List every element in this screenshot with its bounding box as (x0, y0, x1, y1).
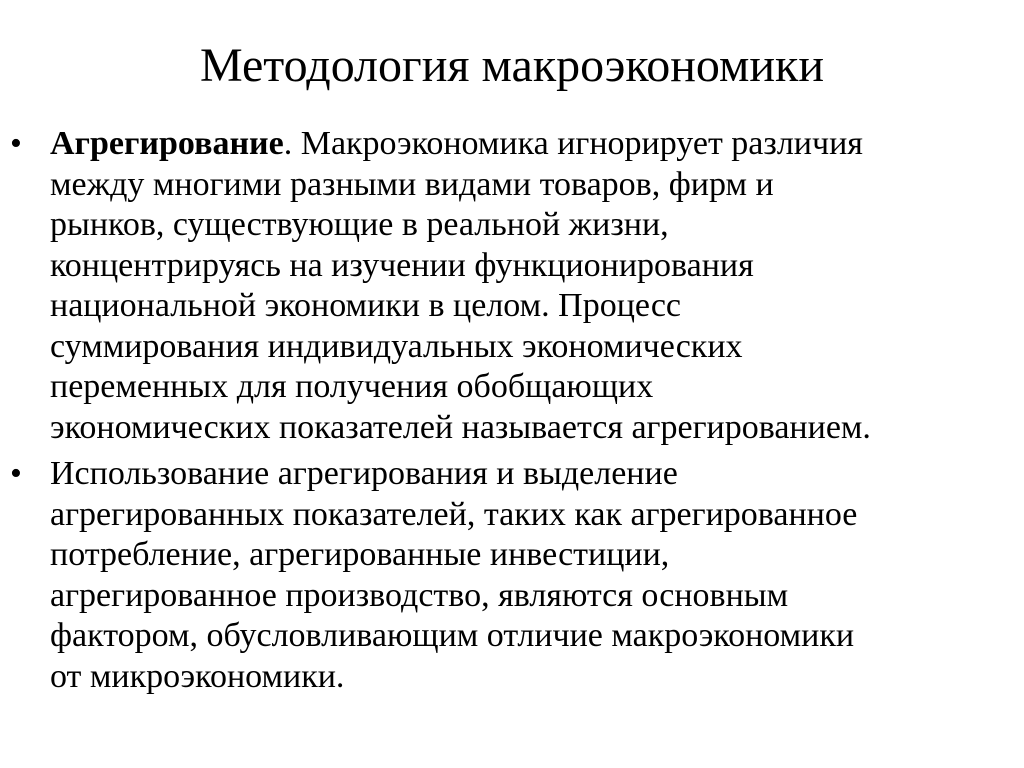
slide-title: Методология макроэкономики (199, 39, 825, 92)
text-line: потребление, агрегированные инвестиции, (50, 536, 670, 573)
text-line: агрегированное производство, являются основным (50, 576, 789, 614)
bullet-item-usage (10, 454, 1010, 697)
bullet-item-aggregation (10, 124, 1010, 448)
text-line: экономических показателей называется агрегированием. (50, 408, 871, 446)
text-line: рынков, существующие в реальной жизни, (50, 206, 669, 243)
bullet-marker: • (10, 125, 22, 162)
bullet-term: Агрегирование (50, 125, 284, 162)
bullet-list (10, 124, 1010, 697)
text-line: между многими разными видами товаров, фирм и (50, 165, 774, 203)
text-line: . Макроэкономика игнорирует различия (283, 125, 863, 162)
text-line: переменных для получения обобщающих (50, 368, 654, 405)
text-line: суммирования индивидуальных экономических (50, 327, 743, 365)
text-line: Использование агрегирования и выделение (50, 455, 678, 492)
text-line: концентрируясь на изучении функционирования (50, 246, 754, 284)
text-line: агрегированных показателей, таких как агрегированное (50, 495, 858, 533)
bullet-marker: • (10, 455, 22, 492)
text-line: национальной экономики в целом. Процесс (50, 287, 682, 324)
text-line: фактором, обусловливающим отличие макроэкономики (50, 617, 855, 654)
text-line: от микроэкономики. (50, 657, 345, 695)
